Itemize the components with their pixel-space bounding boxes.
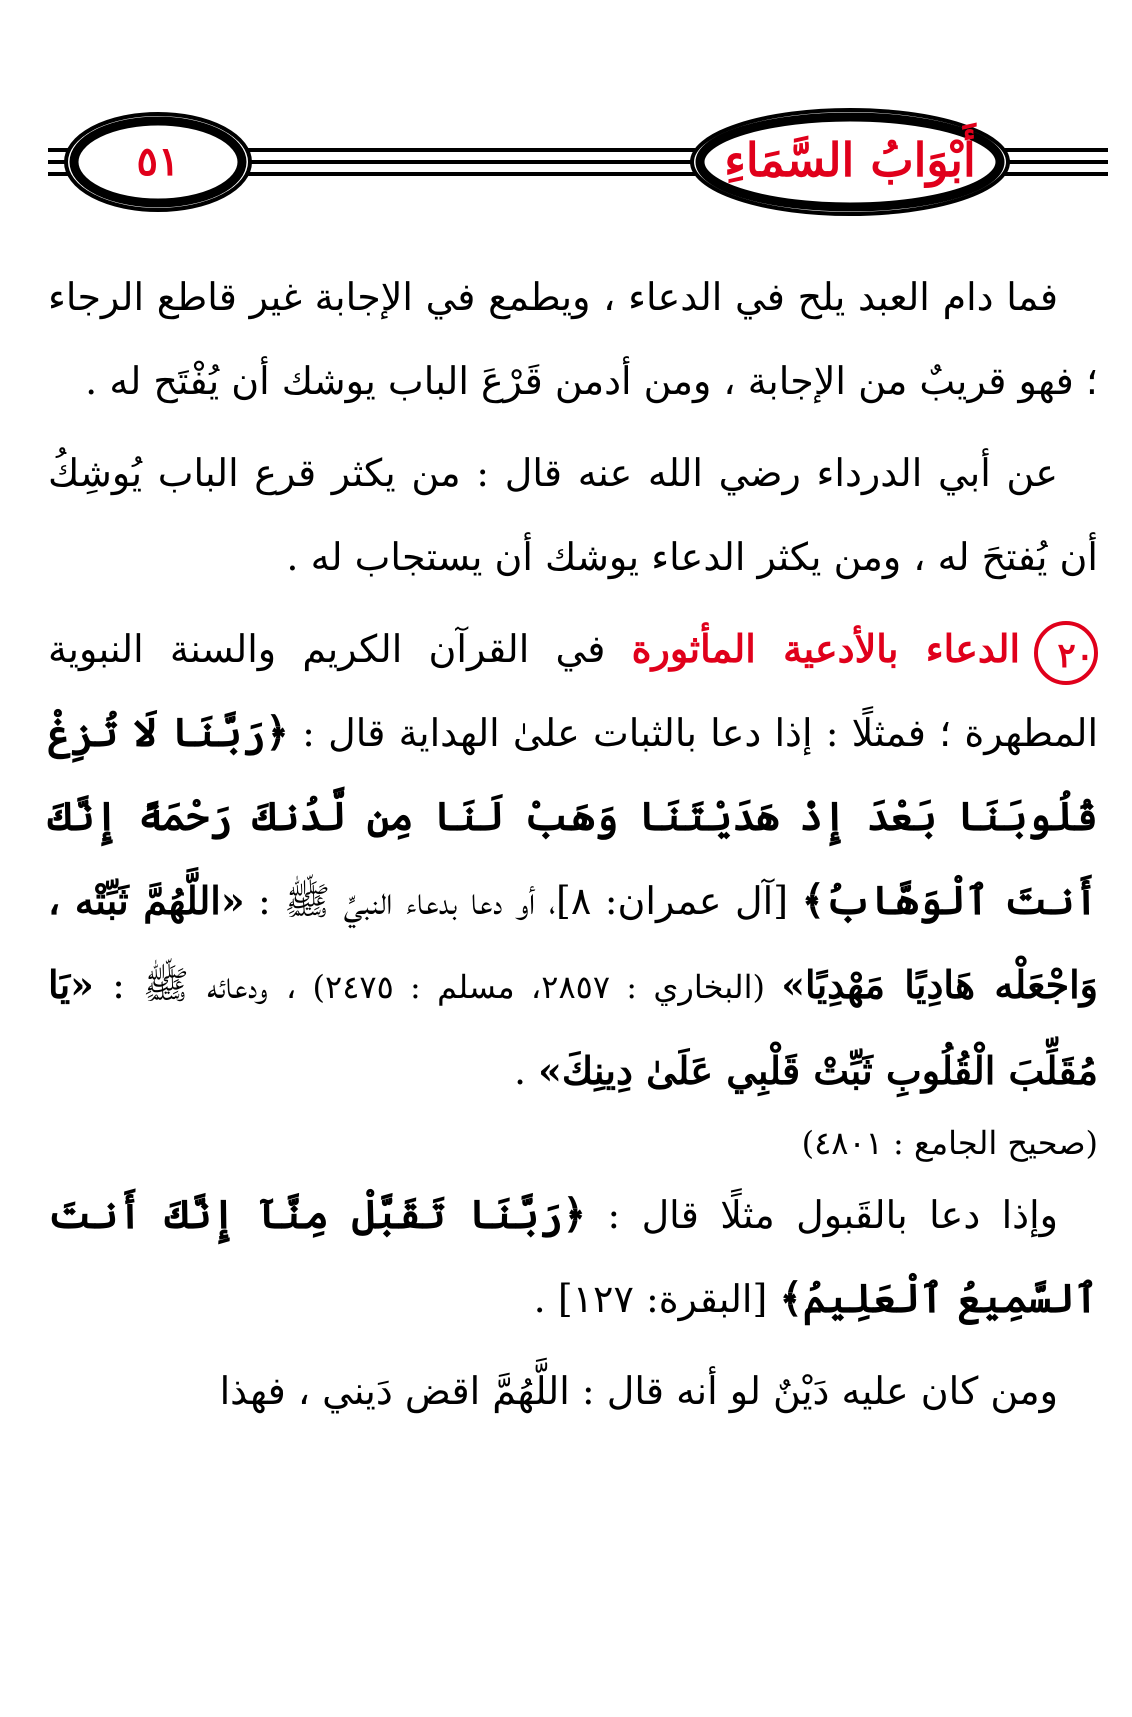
paragraph-4: ومن كان عليه دَيْنٌ لو أنه قال : اللَّهُمَّ اقض دَيني ، فهذا <box>219 1369 1058 1413</box>
quran-verse-1: ﴿رَبَّنَا لَا تُزِغْ قُلُوبَنَا بَعْدَ إِذْ هَدَيْتَنَا وَهَبْ لَنَا مِن لَّدُنكَ رَحْمَةً إِنَّكَ أَنتَ ٱلْوَهَّابُ﴾ <box>48 709 1098 924</box>
quran-verse-2: ﴿رَبَّنَا تَقَبَّلْ مِنَّآ إِنَّكَ أَنتَ ٱلسَّمِيعُ ٱلْعَلِيمُ﴾ <box>48 1191 1098 1322</box>
paragraph-3-intro: وإذا دعا بالقَبول مثلًا قال : <box>586 1193 1059 1237</box>
paragraph-2: عن أبي الدرداء رضي الله عنه قال : من يكثر قرع الباب يُوشِكُ أن يُفتحَ له ، ومن يكثر الدعاء يوشك أن يستجاب له . <box>48 451 1098 579</box>
page-header <box>0 0 1132 220</box>
hadith-1-reference: (البخاري : ٢٨٥٧، مسلم : ٢٤٧٥) ، <box>285 968 782 1006</box>
hadith-2-reference: (صحيح الجامع : ٤٨٠١) <box>801 1124 1098 1162</box>
hadith-1: «اللَّهُمَّ ثَبِّتْه ، وَاجْعَلْه هَادِيًا مَهْدِيًا» <box>48 878 1098 1007</box>
hadith-2-end: . <box>513 1049 539 1093</box>
section-paragraph <box>48 607 1098 1113</box>
paragraph-3 <box>48 1173 1098 1341</box>
hadith-2: «يَا مُقَلِّبَ الْقُلُوبِ ثَبِّتْ قَلْبِي عَلَىٰ دِينِكَ» <box>48 962 1098 1093</box>
page-body <box>48 255 1098 1433</box>
section-title: الدعاء بالأدعية المأثورة <box>631 626 1021 671</box>
verse-2-reference: [البقرة: ١٢٧] . <box>533 1277 780 1321</box>
section-number-badge: ٢٠ <box>1034 621 1098 685</box>
book-title: أَبْوَابُ السَّمَاءِ <box>724 133 976 187</box>
verse-1-reference: [آل عمران: ٨]، أو دعا بدعاء النبيِّ ﷺ : <box>244 879 802 923</box>
hadith-2-intro: ودعائه ﷺ : <box>93 963 268 1007</box>
paragraph-1: فما دام العبد يلح في الدعاء ، ويطمع في الإجابة غير قاطع الرجاء ؛ فهو قريبٌ من الإجابة ، ومن أدمن قَرْعَ الباب يوشك أن يُفْتَح له . <box>48 275 1098 403</box>
header-ornament <box>0 0 1132 220</box>
page-number: ٥١ <box>136 138 180 185</box>
section-text: في القرآن الكريم والسنة النبوية المطهرة ؛ فمثلًا : إذا دعا بالثبات علىٰ الهداية قال : <box>48 627 1099 755</box>
